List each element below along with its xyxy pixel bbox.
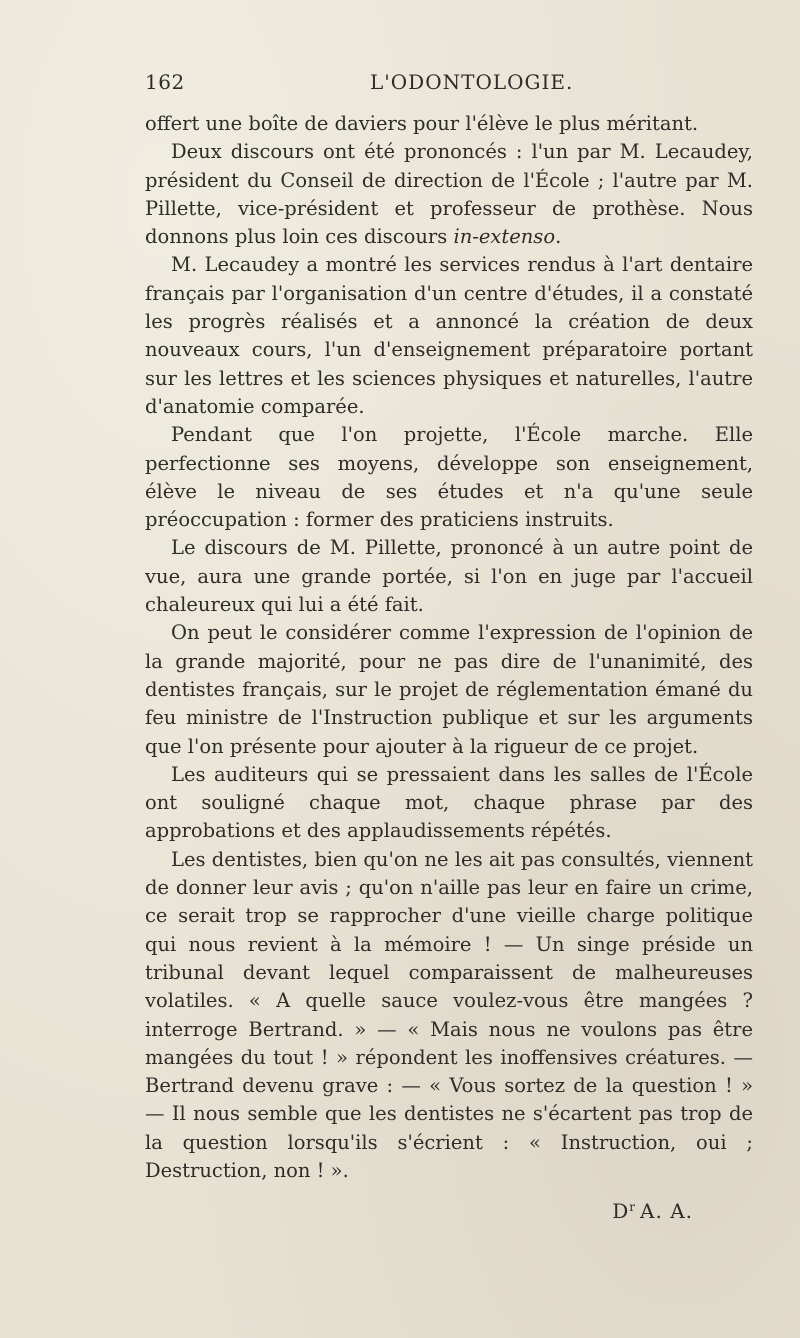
paragraph-speeches: Deux discours ont été prononcés : l'un par M. Lecaudey, président du Conseil de direction de l'École ; l'autre par M. Pillette, vice-président et professeur de prothèse. Nous donnons plus loin ces discours in-extenso. [145, 140, 753, 249]
paragraph-bertrand: Les dentistes, bien qu'on ne les ait pas consultés, viennent de donner leur avis ; qu'on n'aille pas leur en faire un crime, ce serait trop se rapprocher d'une vieille charge politique qui nous revient à la mémoire ! — Un singe préside un tribunal devant lequel comparaissent de malheureuses volatiles. « A quelle sauce voulez-vous être mangées ? interroge Bertrand. » — « Mais nous ne voulons pas être mangées du tout ! » répondent les inoffensives créatures. — Bertrand devenu grave : — « Vous sortez de la question ! » — Il nous semble que les dentistes ne s'écartent pas trop de la question lorsqu'ils s'écrient : « Instruction, oui ; Destruction, non ! ». [145, 847, 753, 1182]
signature-initials: A. A. [640, 1199, 693, 1224]
italic-in-extenso: in-extenso [453, 225, 556, 249]
signature-title: $D^r$ [612, 1199, 637, 1224]
paragraph-opinion: On peut le considérer comme l'expression de l'opinion de la grande majorité, pour ne pas dire de l'unanimité, des dentistes français, sur le projet de réglementation émané du feu ministre de l'Instruction publique et sur les arguments que l'on présente pour ajouter à la rigueur de ce projet. [145, 621, 753, 758]
running-head [145, 70, 760, 110]
article-body [145, 110, 753, 1185]
signature [145, 1199, 753, 1223]
paragraph-continuation: offert une boîte de daviers pour l'élève le plus méritant. [145, 112, 699, 135]
paragraph-ecole-marche: Pendant que l'on projette, l'École marche. Elle perfectionne ses moyens, développe son enseignement, élève le niveau de ses études et n'a qu'une seule préoccupation : former des praticiens instruits. [145, 423, 753, 532]
page-number: 162 [145, 70, 185, 94]
signature-title-sup: r [629, 1199, 637, 1214]
paragraph-lecaudey: M. Lecaudey a montré les services rendus à l'art dentaire français par l'organisation d'un centre d'études, il a constaté les progrès réalisés et a annoncé la création de deux nouveaux cours, l'un d'enseignement préparatoire portant sur les lettres et les sciences physiques et naturelles, l'autre d'anatomie comparée. [145, 253, 753, 418]
paragraph-pillette: Le discours de M. Pillette, prononcé à un autre point de vue, aura une grande portée, si l'on en juge par l'accueil chaleureux qui lui a été fait. [145, 536, 753, 617]
paragraph-auditeurs: Les auditeurs qui se pressaient dans les salles de l'École ont souligné chaque mot, chaque phrase par des approbations et des applaudissements répétés. [145, 762, 753, 843]
journal-title: L'ODONTOLOGIE. [370, 70, 574, 94]
